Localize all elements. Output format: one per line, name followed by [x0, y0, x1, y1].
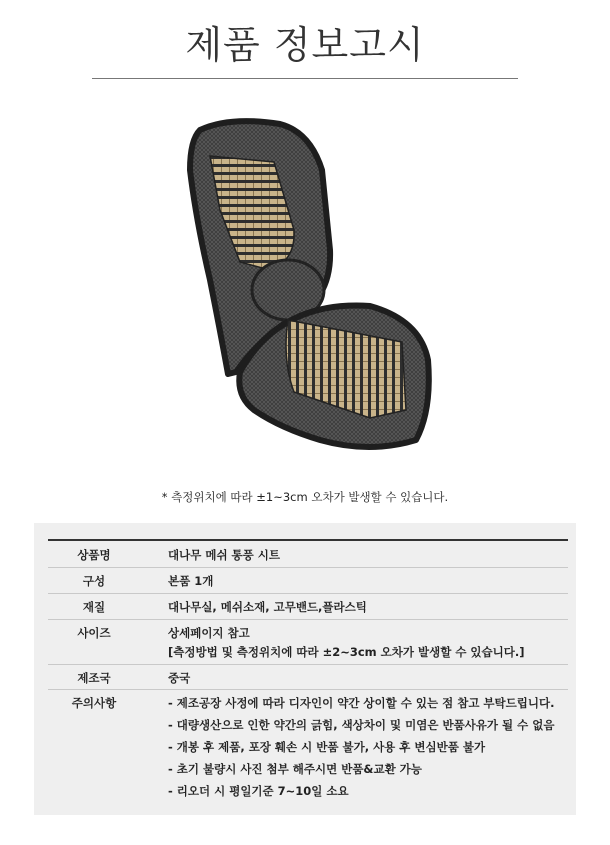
row-label: 상품명 [77, 548, 111, 562]
row-value [168, 625, 568, 663]
row-value-line: 중국 [168, 671, 191, 685]
row-value [168, 695, 568, 805]
row-value-line: 대나무 메쉬 통풍 시트 [168, 548, 280, 562]
title-divider [92, 78, 518, 79]
page-title: 제품 정보고시 [185, 23, 425, 67]
product-image-bamboo-seat [170, 110, 450, 460]
row-value-line: - 리오더 시 평일기준 7~10일 소요 [168, 784, 349, 798]
row-value-line: [측정방법 및 측정위치에 따라 ±2~3cm 오차가 발생할 수 있습니다.] [168, 645, 525, 659]
row-value [168, 547, 568, 563]
row-value-line: - 초기 불량시 사진 첨부 해주시면 반품&교환 가능 [168, 762, 422, 776]
table-row [48, 689, 568, 815]
row-label: 구성 [82, 574, 106, 588]
row-value [168, 670, 568, 686]
row-value-line: - 제조공장 사정에 따라 디자인이 약간 상이할 수 있는 점 참고 부탁드립니다. [168, 696, 555, 710]
row-label: 재질 [82, 600, 106, 614]
row-value-line: 대나무실, 메쉬소재, 고무밴드,플라스틱 [168, 600, 367, 614]
product-info-table [34, 523, 576, 815]
table-row [48, 567, 568, 594]
table-row [48, 541, 568, 568]
table-row [48, 593, 568, 620]
row-value-line: - 대량생산으로 인한 약간의 긁힘, 색상차이 및 미염은 반품사유가 될 수 없음 [168, 718, 555, 732]
measurement-note: * 측정위치에 따라 ±1~3cm 오차가 발생할 수 있습니다. [161, 490, 449, 504]
row-label: 주의사항 [71, 696, 117, 710]
row-value-line: 상세페이지 참고 [168, 626, 250, 640]
table-row [48, 619, 568, 665]
row-label: 사이즈 [77, 626, 111, 640]
row-label: 제조국 [77, 671, 111, 685]
row-value [168, 573, 568, 589]
row-value-line: 본품 1개 [168, 574, 214, 588]
table-row [48, 664, 568, 690]
row-value [168, 599, 568, 615]
row-value-line: - 개봉 후 제품, 포장 훼손 시 반품 불가, 사용 후 변심반품 불가 [168, 740, 486, 754]
